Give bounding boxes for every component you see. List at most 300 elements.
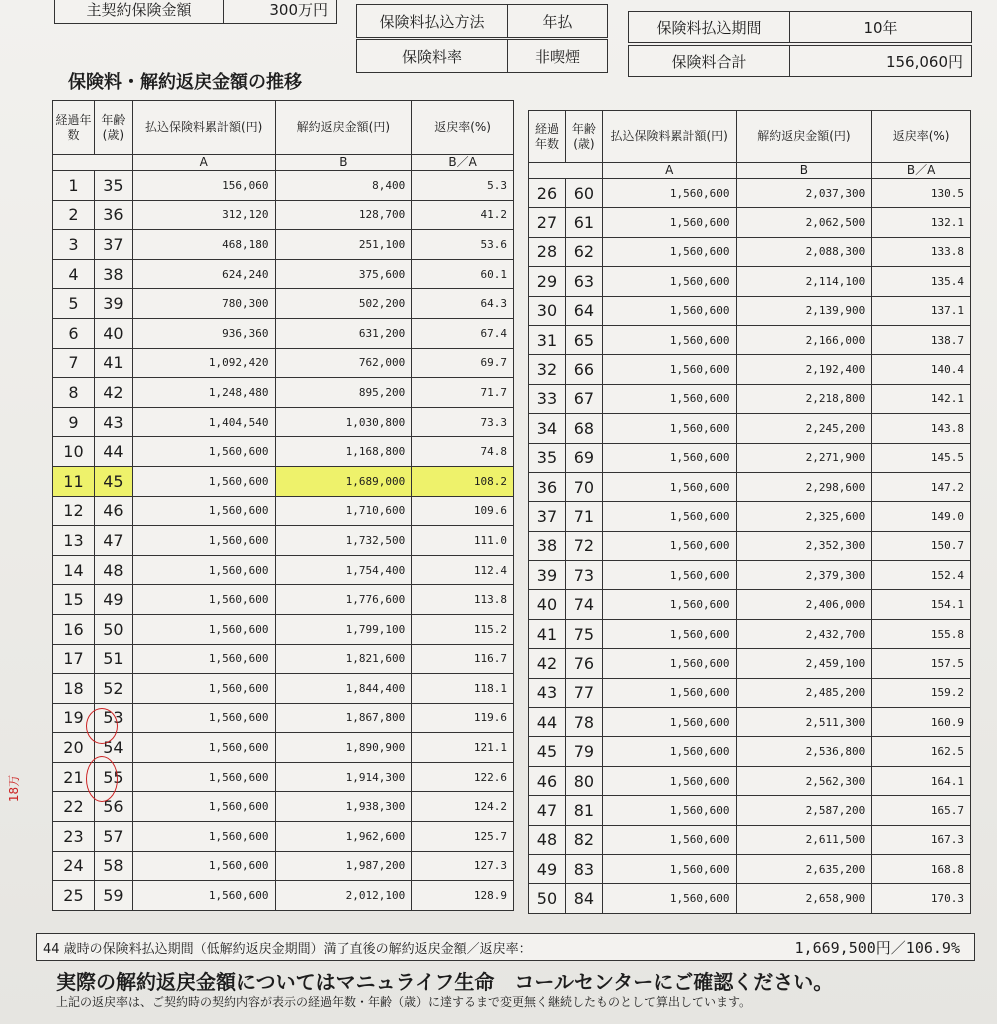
cell-years: 27 <box>529 208 566 237</box>
cell-rate: 108.2 <box>412 466 514 496</box>
cell-years: 5 <box>53 289 95 319</box>
cell-years: 37 <box>529 502 566 531</box>
header-rate: 返戻率(%) <box>872 111 971 163</box>
cell-rate: 155.8 <box>872 619 971 648</box>
cell-years: 49 <box>529 854 566 883</box>
cell-paid: 1,560,600 <box>602 854 736 883</box>
table-row <box>529 854 971 883</box>
table-row <box>529 708 971 737</box>
cell-years: 35 <box>529 443 566 472</box>
cell-age: 59 <box>94 881 132 911</box>
cell-refund: 251,100 <box>275 230 412 260</box>
table-row <box>529 649 971 678</box>
cell-rate: 157.5 <box>872 649 971 678</box>
cell-paid: 1,560,600 <box>132 614 275 644</box>
cell-paid: 1,560,600 <box>132 526 275 556</box>
cell-years: 20 <box>53 733 95 763</box>
table-row <box>529 237 971 266</box>
table-row <box>53 259 514 289</box>
cell-years: 29 <box>529 267 566 296</box>
cell-age: 50 <box>94 614 132 644</box>
header-b: B <box>736 163 872 179</box>
cell-paid: 312,120 <box>132 200 275 230</box>
cell-years: 41 <box>529 619 566 648</box>
table-row <box>529 825 971 854</box>
cell-refund: 8,400 <box>275 171 412 201</box>
cell-years: 16 <box>53 614 95 644</box>
cell-years: 14 <box>53 555 95 585</box>
cell-age: 70 <box>565 472 602 501</box>
cell-refund: 1,844,400 <box>275 674 412 704</box>
cell-years: 34 <box>529 414 566 443</box>
cell-paid: 1,560,600 <box>602 737 736 766</box>
cell-refund: 2,271,900 <box>736 443 872 472</box>
header-years: 経過年数 <box>53 101 95 155</box>
cell-years: 17 <box>53 644 95 674</box>
cell-years: 1 <box>53 171 95 201</box>
cell-rate: 168.8 <box>872 854 971 883</box>
pen-circle-age-55 <box>86 756 118 802</box>
cell-refund: 2,432,700 <box>736 619 872 648</box>
header-paid: 払込保険料累計額(円) <box>602 111 736 163</box>
header-b: B <box>275 155 412 171</box>
cell-age: 62 <box>565 237 602 266</box>
cell-refund: 2,658,900 <box>736 884 872 913</box>
table-row <box>53 289 514 319</box>
cell-rate: 149.0 <box>872 502 971 531</box>
cell-age: 42 <box>94 378 132 408</box>
cell-refund: 2,325,600 <box>736 502 872 531</box>
cell-age: 39 <box>94 289 132 319</box>
table-row <box>53 703 514 733</box>
cell-years: 3 <box>53 230 95 260</box>
cell-rate: 71.7 <box>412 378 514 408</box>
cell-rate: 154.1 <box>872 590 971 619</box>
cell-years: 2 <box>53 200 95 230</box>
cell-rate: 69.7 <box>412 348 514 378</box>
cell-refund: 1,799,100 <box>275 614 412 644</box>
cell-paid: 1,560,600 <box>132 792 275 822</box>
table-row <box>53 851 514 881</box>
cell-paid: 1,560,600 <box>132 555 275 585</box>
cell-paid: 1,560,600 <box>602 708 736 737</box>
cell-refund: 1,776,600 <box>275 585 412 615</box>
cell-paid: 1,560,600 <box>602 179 736 208</box>
table-row <box>529 502 971 531</box>
cell-age: 80 <box>565 766 602 795</box>
cell-years: 31 <box>529 325 566 354</box>
cell-rate: 138.7 <box>872 325 971 354</box>
cell-age: 72 <box>565 531 602 560</box>
footer-note: 上記の返戻率は、ご契約時の契約内容が表示の経過年数・年齢（歳）に達するまで変更無く継続したものとして算出しています。 <box>56 995 752 1009</box>
cell-paid: 1,560,600 <box>602 766 736 795</box>
table-row <box>53 585 514 615</box>
cell-refund: 2,298,600 <box>736 472 872 501</box>
main-insurance-amount-box <box>54 0 337 24</box>
cell-paid: 780,300 <box>132 289 275 319</box>
cell-rate: 74.8 <box>412 437 514 467</box>
cell-years: 45 <box>529 737 566 766</box>
cell-rate: 116.7 <box>412 644 514 674</box>
cell-age: 40 <box>94 318 132 348</box>
cell-paid: 1,560,600 <box>602 825 736 854</box>
table-row <box>529 796 971 825</box>
cell-rate: 121.1 <box>412 733 514 763</box>
cell-refund: 2,166,000 <box>736 325 872 354</box>
cell-rate: 124.2 <box>412 792 514 822</box>
table-row <box>53 674 514 704</box>
cell-age: 68 <box>565 414 602 443</box>
cell-paid: 1,560,600 <box>602 443 736 472</box>
table-row <box>53 644 514 674</box>
cell-refund: 1,914,300 <box>275 762 412 792</box>
cell-age: 58 <box>94 851 132 881</box>
cell-age: 38 <box>94 259 132 289</box>
cell-paid: 1,560,600 <box>602 267 736 296</box>
cell-rate: 152.4 <box>872 561 971 590</box>
cell-years: 46 <box>529 766 566 795</box>
cell-paid: 1,560,600 <box>602 296 736 325</box>
summary-value: 1,669,500円／106.9% <box>794 938 960 957</box>
payment-method-box <box>356 4 608 38</box>
cell-paid: 1,560,600 <box>132 822 275 852</box>
cell-years: 36 <box>529 472 566 501</box>
cell-rate: 67.4 <box>412 318 514 348</box>
payment-period-label: 保険料払込期間 <box>629 12 790 42</box>
cell-age: 78 <box>565 708 602 737</box>
table-row <box>53 230 514 260</box>
cell-refund: 375,600 <box>275 259 412 289</box>
table-row <box>53 733 514 763</box>
cell-rate: 145.5 <box>872 443 971 472</box>
cell-age: 41 <box>94 348 132 378</box>
cell-years: 26 <box>529 179 566 208</box>
cell-years: 43 <box>529 678 566 707</box>
table-row <box>529 678 971 707</box>
cell-years: 13 <box>53 526 95 556</box>
cell-age: 63 <box>565 267 602 296</box>
cell-years: 7 <box>53 348 95 378</box>
cell-paid: 1,560,600 <box>602 796 736 825</box>
cell-rate: 60.1 <box>412 259 514 289</box>
cell-age: 46 <box>94 496 132 526</box>
cell-refund: 2,139,900 <box>736 296 872 325</box>
cell-refund: 631,200 <box>275 318 412 348</box>
cell-age: 77 <box>565 678 602 707</box>
cell-rate: 170.3 <box>872 884 971 913</box>
cell-paid: 1,560,600 <box>132 851 275 881</box>
cell-paid: 1,560,600 <box>602 884 736 913</box>
cell-rate: 162.5 <box>872 737 971 766</box>
header-paid: 払込保険料累計額(円) <box>132 101 275 155</box>
main-insurance-amount-value: 300万円 <box>269 0 328 19</box>
cell-years: 47 <box>529 796 566 825</box>
cell-paid: 1,560,600 <box>602 619 736 648</box>
cell-rate: 164.1 <box>872 766 971 795</box>
table-row <box>53 348 514 378</box>
cell-paid: 1,560,600 <box>602 325 736 354</box>
table-row <box>53 526 514 556</box>
cell-rate: 112.4 <box>412 555 514 585</box>
table-row <box>529 325 971 354</box>
refund-table-right <box>528 110 971 914</box>
cell-rate: 127.3 <box>412 851 514 881</box>
cell-rate: 119.6 <box>412 703 514 733</box>
cell-rate: 142.1 <box>872 384 971 413</box>
table-row <box>529 208 971 237</box>
cell-refund: 762,000 <box>275 348 412 378</box>
cell-age: 43 <box>94 407 132 437</box>
cell-age: 83 <box>565 854 602 883</box>
cell-rate: 128.9 <box>412 881 514 911</box>
cell-age: 49 <box>94 585 132 615</box>
cell-years: 48 <box>529 825 566 854</box>
cell-paid: 1,560,600 <box>602 531 736 560</box>
cell-paid: 1,560,600 <box>602 678 736 707</box>
cell-rate: 113.8 <box>412 585 514 615</box>
cell-rate: 125.7 <box>412 822 514 852</box>
cell-years: 39 <box>529 561 566 590</box>
cell-years: 50 <box>529 884 566 913</box>
table-row <box>529 296 971 325</box>
cell-years: 10 <box>53 437 95 467</box>
cell-years: 40 <box>529 590 566 619</box>
cell-paid: 1,560,600 <box>602 237 736 266</box>
cell-refund: 2,352,300 <box>736 531 872 560</box>
cell-age: 51 <box>94 644 132 674</box>
cell-years: 4 <box>53 259 95 289</box>
cell-age: 79 <box>565 737 602 766</box>
payment-period-box <box>628 11 972 43</box>
cell-years: 11 <box>53 466 95 496</box>
cell-age: 52 <box>94 674 132 704</box>
cell-years: 22 <box>53 792 95 822</box>
cell-paid: 1,560,600 <box>602 649 736 678</box>
cell-refund: 1,962,600 <box>275 822 412 852</box>
cell-refund: 1,754,400 <box>275 555 412 585</box>
cell-age: 61 <box>565 208 602 237</box>
cell-refund: 2,379,300 <box>736 561 872 590</box>
table-row <box>529 766 971 795</box>
cell-rate: 41.2 <box>412 200 514 230</box>
cell-years: 32 <box>529 355 566 384</box>
cell-rate: 118.1 <box>412 674 514 704</box>
cell-rate: 159.2 <box>872 678 971 707</box>
cell-paid: 1,560,600 <box>132 733 275 763</box>
cell-refund: 2,114,100 <box>736 267 872 296</box>
cell-age: 66 <box>565 355 602 384</box>
cell-paid: 1,560,600 <box>132 644 275 674</box>
cell-refund: 1,689,000 <box>275 466 412 496</box>
cell-refund: 1,710,600 <box>275 496 412 526</box>
table-row <box>529 179 971 208</box>
cell-rate: 5.3 <box>412 171 514 201</box>
cell-age: 73 <box>565 561 602 590</box>
cell-years: 33 <box>529 384 566 413</box>
cell-age: 57 <box>94 822 132 852</box>
cell-paid: 1,560,600 <box>132 496 275 526</box>
premium-total-label: 保険料合計 <box>629 46 790 76</box>
cell-age: 81 <box>565 796 602 825</box>
cell-age: 44 <box>94 437 132 467</box>
cell-rate: 109.6 <box>412 496 514 526</box>
cell-refund: 2,635,200 <box>736 854 872 883</box>
section-title: 保険料・解約返戻金額の推移 <box>68 72 302 93</box>
table-row <box>53 614 514 644</box>
pen-note: 18万 <box>7 774 22 803</box>
cell-paid: 1,560,600 <box>132 703 275 733</box>
header-refund: 解約返戻金額(円) <box>736 111 872 163</box>
cell-rate: 150.7 <box>872 531 971 560</box>
cell-refund: 2,536,800 <box>736 737 872 766</box>
cell-age: 54 <box>94 733 132 763</box>
cell-age: 55 <box>94 762 132 792</box>
header-refund: 解約返戻金額(円) <box>275 101 412 155</box>
cell-age: 48 <box>94 555 132 585</box>
cell-years: 25 <box>53 881 95 911</box>
table-row <box>53 792 514 822</box>
cell-age: 36 <box>94 200 132 230</box>
cell-age: 69 <box>565 443 602 472</box>
cell-paid: 1,560,600 <box>602 472 736 501</box>
table-row <box>53 822 514 852</box>
cell-refund: 2,062,500 <box>736 208 872 237</box>
premium-rate-box <box>356 39 608 73</box>
cell-refund: 2,218,800 <box>736 384 872 413</box>
cell-years: 38 <box>529 531 566 560</box>
cell-refund: 128,700 <box>275 200 412 230</box>
cell-paid: 1,560,600 <box>602 414 736 443</box>
cell-years: 15 <box>53 585 95 615</box>
cell-years: 42 <box>529 649 566 678</box>
header-a: A <box>602 163 736 179</box>
cell-refund: 1,867,800 <box>275 703 412 733</box>
cell-age: 65 <box>565 325 602 354</box>
cell-refund: 502,200 <box>275 289 412 319</box>
header-rate: 返戻率(%) <box>412 101 514 155</box>
cell-refund: 895,200 <box>275 378 412 408</box>
cell-rate: 64.3 <box>412 289 514 319</box>
table-row <box>529 443 971 472</box>
table-row <box>529 531 971 560</box>
cell-paid: 156,060 <box>132 171 275 201</box>
table-row <box>529 414 971 443</box>
cell-paid: 1,560,600 <box>132 466 275 496</box>
summary-box <box>36 933 975 961</box>
cell-paid: 1,560,600 <box>602 355 736 384</box>
cell-age: 35 <box>94 171 132 201</box>
cell-paid: 1,248,480 <box>132 378 275 408</box>
main-insurance-amount-label: 主契約保険金額 <box>55 0 224 23</box>
table-row <box>53 378 514 408</box>
table-row <box>53 762 514 792</box>
payment-method-value: 年払 <box>542 12 573 31</box>
cell-rate: 122.6 <box>412 762 514 792</box>
table-row <box>53 496 514 526</box>
table-row <box>529 384 971 413</box>
cell-age: 47 <box>94 526 132 556</box>
refund-table-left <box>52 100 514 911</box>
cell-years: 44 <box>529 708 566 737</box>
cell-paid: 1,404,540 <box>132 407 275 437</box>
cell-refund: 2,459,100 <box>736 649 872 678</box>
table-row <box>529 884 971 913</box>
cell-paid: 1,092,420 <box>132 348 275 378</box>
cell-refund: 1,732,500 <box>275 526 412 556</box>
cell-years: 24 <box>53 851 95 881</box>
cell-rate: 53.6 <box>412 230 514 260</box>
cell-refund: 1,030,800 <box>275 407 412 437</box>
cell-refund: 2,562,300 <box>736 766 872 795</box>
table-row <box>529 737 971 766</box>
cell-paid: 1,560,600 <box>602 561 736 590</box>
cell-rate: 137.1 <box>872 296 971 325</box>
table-row <box>53 555 514 585</box>
payment-method-label: 保険料払込方法 <box>357 5 508 37</box>
table-row <box>529 355 971 384</box>
cell-rate: 160.9 <box>872 708 971 737</box>
cell-rate: 115.2 <box>412 614 514 644</box>
cell-age: 74 <box>565 590 602 619</box>
cell-refund: 2,587,200 <box>736 796 872 825</box>
cell-rate: 167.3 <box>872 825 971 854</box>
cell-age: 56 <box>94 792 132 822</box>
cell-rate: 140.4 <box>872 355 971 384</box>
header-ba: B／A <box>872 163 971 179</box>
header-a: A <box>132 155 275 171</box>
table-row <box>529 267 971 296</box>
premium-total-value: 156,060円 <box>885 52 963 71</box>
premium-total-box <box>628 45 972 77</box>
cell-age: 53 <box>94 703 132 733</box>
table-row <box>53 318 514 348</box>
premium-rate-label: 保険料率 <box>357 40 508 72</box>
payment-period-value: 10年 <box>863 18 898 37</box>
cell-age: 60 <box>565 179 602 208</box>
cell-age: 64 <box>565 296 602 325</box>
cell-paid: 1,560,600 <box>602 384 736 413</box>
cell-years: 18 <box>53 674 95 704</box>
cell-rate: 143.8 <box>872 414 971 443</box>
cell-years: 12 <box>53 496 95 526</box>
cell-rate: 135.4 <box>872 267 971 296</box>
cell-paid: 1,560,600 <box>132 674 275 704</box>
cell-refund: 2,088,300 <box>736 237 872 266</box>
cell-years: 23 <box>53 822 95 852</box>
table-row <box>529 590 971 619</box>
cell-refund: 1,821,600 <box>275 644 412 674</box>
header-age: 年齢(歳) <box>565 111 602 163</box>
cell-refund: 1,890,900 <box>275 733 412 763</box>
cell-refund: 2,406,000 <box>736 590 872 619</box>
cell-paid: 468,180 <box>132 230 275 260</box>
cell-refund: 2,511,300 <box>736 708 872 737</box>
cell-age: 84 <box>565 884 602 913</box>
cell-years: 30 <box>529 296 566 325</box>
cell-age: 82 <box>565 825 602 854</box>
footer-notice: 実際の解約返戻金額についてはマニュライフ生命 コールセンターにご確認ください。 <box>56 970 834 994</box>
cell-age: 75 <box>565 619 602 648</box>
table-row <box>53 437 514 467</box>
cell-years: 28 <box>529 237 566 266</box>
cell-rate: 130.5 <box>872 179 971 208</box>
cell-refund: 2,192,400 <box>736 355 872 384</box>
cell-refund: 2,037,300 <box>736 179 872 208</box>
cell-age: 76 <box>565 649 602 678</box>
cell-refund: 2,245,200 <box>736 414 872 443</box>
cell-paid: 1,560,600 <box>602 590 736 619</box>
cell-refund: 2,012,100 <box>275 881 412 911</box>
